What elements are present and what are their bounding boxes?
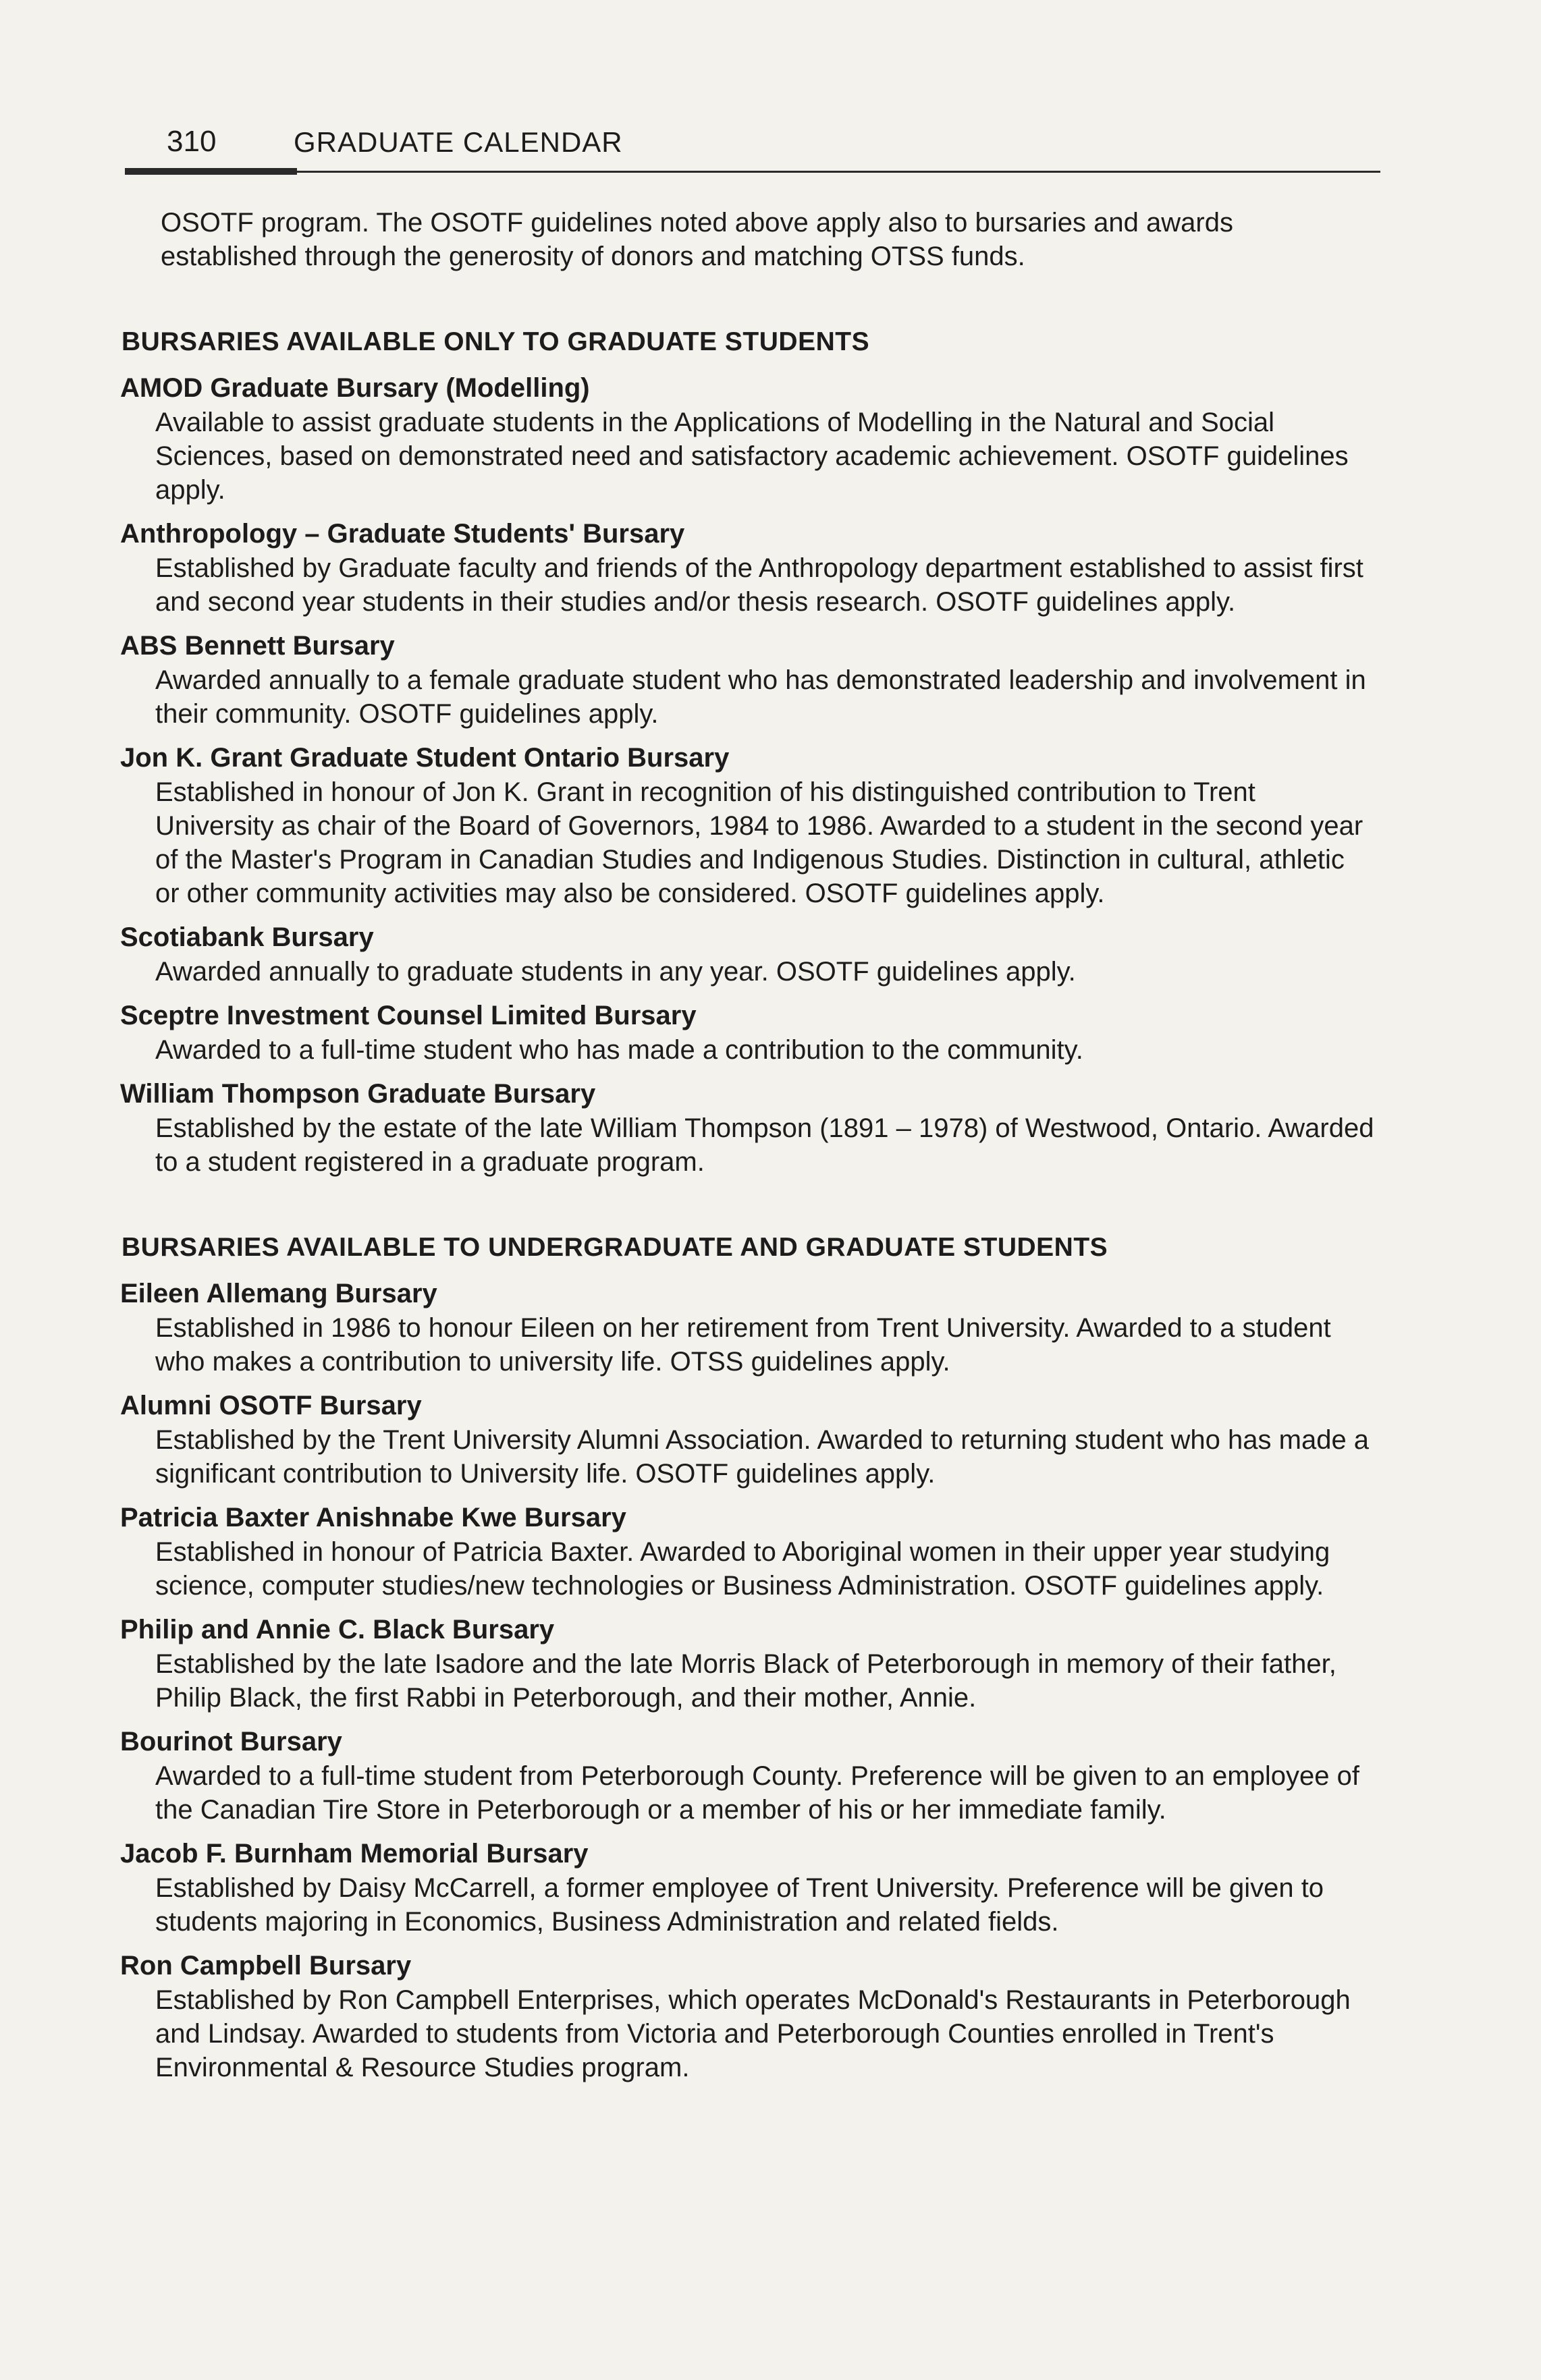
bursary-entry	[113, 740, 1376, 910]
bursary-entry	[113, 1388, 1376, 1491]
bursary-description: Awarded to a full-time student from Peterborough County. Preference will be given to an employee of the Canadian Tire Store in Peterborough or a member of his or her immediate family.	[155, 1761, 1359, 1825]
bursary-title: Jon K. Grant Graduate Student Ontario Bursary	[120, 743, 730, 773]
bursary-description: Established by Ron Campbell Enterprises, which operates McDonald's Restaurants in Peterborough and Lindsay. Awarded to students from Victoria and Peterborough Counties enrolled in Trent's Environmental & Resource Studies program.	[155, 1985, 1351, 2082]
intro-paragraph: OSOTF program. The OSOTF guidelines noted above apply also to bursaries and awards established through the generosity of donors and matching OTSS funds.	[161, 208, 1233, 271]
bursary-description: Established by the Trent University Alumni Association. Awarded to returning student who has made a significant contribution to University life. OSOTF guidelines apply.	[155, 1425, 1370, 1489]
sections-container	[113, 327, 1376, 2084]
bursary-description: Established in honour of Patricia Baxter. Awarded to Aboriginal women in their upper year studying science, computer studies/new technologies or Business Administration. OSOTF guidelines apply.	[155, 1537, 1330, 1601]
bursary-title: Jacob F. Burnham Memorial Bursary	[120, 1839, 589, 1869]
bursary-entry	[113, 1948, 1376, 2084]
bursary-description: Awarded to a full-time student who has made a contribution to the community.	[155, 1035, 1083, 1065]
bursary-description: Awarded annually to a female graduate student who has demonstrated leadership and involvement in their community. OSOTF guidelines apply.	[155, 665, 1366, 729]
page-content	[113, 206, 1376, 2094]
bursary-entry	[113, 1836, 1376, 1939]
bursary-description: Available to assist graduate students in the Applications of Modelling in the Natural and Social Sciences, based on demonstrated need and satisfactory academic achievement. OSOTF guidelines apply.	[155, 408, 1349, 505]
bursary-entry	[113, 1500, 1376, 1603]
bursary-title: Scotiabank Bursary	[120, 922, 374, 952]
bursary-description: Established in honour of Jon K. Grant in recognition of his distinguished contribution to Trent University as chair of the Board of Governors, 1984 to 1986. Awarded to a student in the second year of the Master's Program in Canadian Studies and Indigenous Studies. Distinction in cultural, athletic or other community activities may also be considered. OSOTF guidelines apply.	[155, 777, 1363, 908]
bursary-title: AMOD Graduate Bursary (Modelling)	[120, 373, 590, 403]
bursary-title: Patricia Baxter Anishnabe Kwe Bursary	[120, 1503, 626, 1532]
bursary-entry	[113, 1276, 1376, 1379]
header-rule	[125, 171, 1380, 173]
bursary-description: Established by the late Isadore and the late Morris Black of Peterborough in memory of their father, Philip Black, the first Rabbi in Peterborough, and their mother, Annie.	[155, 1649, 1336, 1713]
bursary-title: ABS Bennett Bursary	[120, 631, 395, 661]
bursary-title: Philip and Annie C. Black Bursary	[120, 1615, 555, 1644]
bursary-entry	[113, 628, 1376, 731]
bursary-entry	[113, 1612, 1376, 1715]
bursary-entry	[113, 1724, 1376, 1827]
bursary-title: Eileen Allemang Bursary	[120, 1279, 437, 1308]
bursary-title: Sceptre Investment Counsel Limited Bursary	[120, 1001, 697, 1030]
running-title: GRADUATE CALENDAR	[294, 126, 623, 158]
bursary-entry	[113, 516, 1376, 619]
bursary-description: Established in 1986 to honour Eileen on her retirement from Trent University. Awarded to a student who makes a contribution to university life. OTSS guidelines apply.	[155, 1313, 1331, 1377]
bursary-description: Established by Graduate faculty and friends of the Anthropology department established to assist first and second year students in their studies and/or thesis research. OSOTF guidelines apply.	[155, 553, 1363, 617]
bursary-entry	[113, 1076, 1376, 1179]
bursary-entry	[113, 370, 1376, 507]
bursary-entry	[113, 998, 1376, 1067]
section-heading: BURSARIES AVAILABLE ONLY TO GRADUATE STUDENTS	[121, 327, 870, 356]
page-number: 310	[167, 125, 217, 158]
bursary-title: Bourinot Bursary	[120, 1727, 342, 1756]
bursary-description: Established by Daisy McCarrell, a former employee of Trent University. Preference will be given to students majoring in Economics, Business Administration and related fields.	[155, 1873, 1324, 1937]
page-header	[125, 118, 1380, 165]
bursary-title: Alumni OSOTF Bursary	[120, 1391, 422, 1420]
bursary-description: Awarded annually to graduate students in any year. OSOTF guidelines apply.	[155, 957, 1076, 987]
section-heading: BURSARIES AVAILABLE TO UNDERGRADUATE AND GRADUATE STUDENTS	[121, 1233, 1108, 1262]
bursary-entry	[113, 920, 1376, 989]
bursary-title: William Thompson Graduate Bursary	[120, 1079, 596, 1109]
bursary-title: Ron Campbell Bursary	[120, 1951, 412, 1981]
bursary-description: Established by the estate of the late William Thompson (1891 – 1978) of Westwood, Ontario. Awarded to a student registered in a graduate program.	[155, 1113, 1374, 1177]
bursary-title: Anthropology – Graduate Students' Bursary	[120, 519, 685, 549]
